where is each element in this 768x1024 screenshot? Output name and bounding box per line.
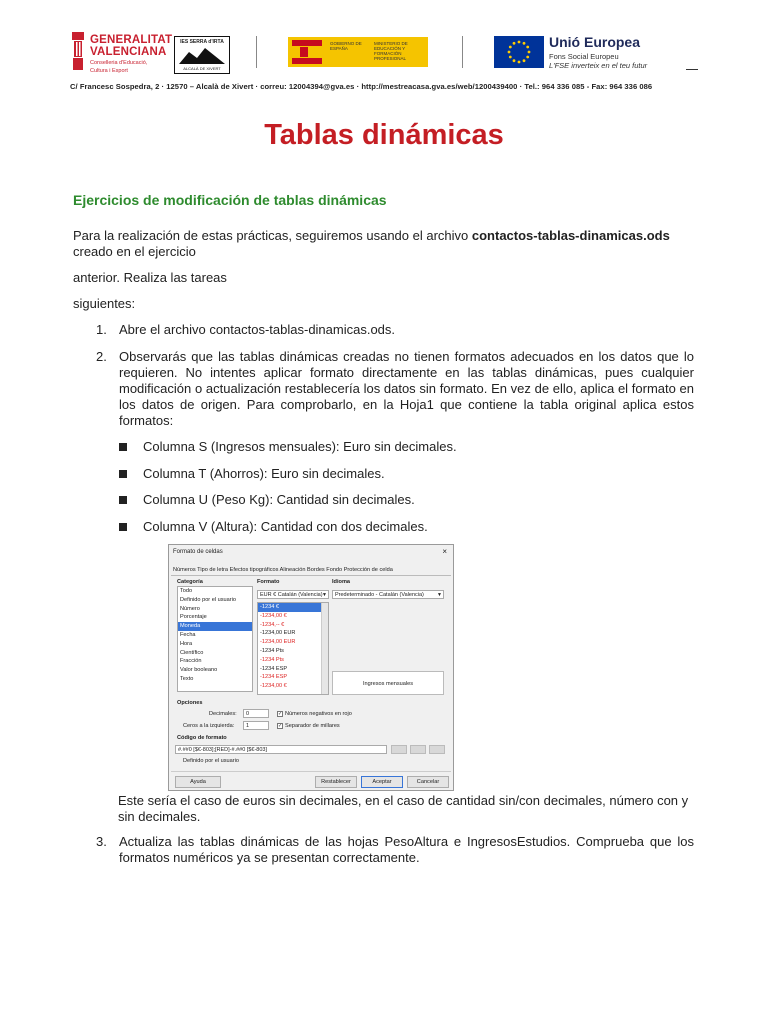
ies-name: IES SERRA d'IRTA <box>180 39 224 45</box>
bullet-square-icon <box>119 443 127 451</box>
chevron-down-icon: ▼ <box>437 592 442 598</box>
chevron-down-icon: ▼ <box>322 592 327 598</box>
eu-logo <box>494 34 704 70</box>
bullet-text: Columna V (Altura): Cantidad con dos decimales. <box>143 519 428 534</box>
school-address: C/ Francesc Sospedra, 2 · 12570 – Alcalà de Xivert · correu: 12004394@gva.es · http://mestreacasa.gva.es/web/1200439400 · Tel.: 964 336 085 - Fax: 964 336 086 <box>70 82 653 91</box>
bullet-text: Columna T (Ahorros): Euro sin decimales. <box>143 466 385 481</box>
add-format-icon <box>391 745 407 754</box>
format-item: -1234,-- € <box>260 621 285 628</box>
currency-select-value: EUR € Catalán (Valencia) <box>260 592 323 598</box>
format-list <box>257 602 329 695</box>
page-title: Tablas dinámicas <box>264 119 504 151</box>
bullet-square-icon <box>119 496 127 504</box>
category-item: Número <box>180 605 200 612</box>
list-item-1 <box>96 322 694 338</box>
reset-button: Restablecer <box>315 776 357 788</box>
intro-text: Para la realización de estas prácticas, seguiremos usando el archivo <box>73 228 472 243</box>
list-number: 2. <box>96 349 107 364</box>
close-icon: × <box>442 547 447 556</box>
format-cells-dialog-screenshot <box>168 544 454 791</box>
button-divider <box>171 771 451 772</box>
decimals-stepper: 0 <box>243 709 269 718</box>
generalitat-logo <box>66 30 176 82</box>
format-item: -1234,00 EUR <box>260 639 296 646</box>
category-item: Definido por el usuario <box>180 596 236 603</box>
format-label: Formato <box>257 579 280 585</box>
intro-text-end: creado en el ejercicio <box>73 244 196 259</box>
intro-line-3: siguientes: <box>73 296 136 311</box>
category-item: Texto <box>180 675 194 682</box>
dialog-tabs: Números Tipo de letra Efectos tipográficos Alineación Bordes Fondo Protección de celda <box>173 567 393 573</box>
category-label: Categoría <box>177 579 203 585</box>
format-item: -1234 € <box>258 603 328 612</box>
list-text: Actualiza las tablas dinámicas de las hojas PesoAltura e IngresosEstudios. Comprueba que los formatos numéricos ya se presentan correctamente. <box>119 834 694 865</box>
decimals-label: Decimales: <box>209 711 237 717</box>
list-text: Observarás que las tablas dinámicas creadas no tienen formatos adecuados en los datos que lo requieren. No intentes aplicar formato directamente en las tablas dinámicas, pues cualquier modificación o actualización restablecería los datos sin formato. En vez de ello, aplica el formato en los datos de origen. Para comprobarlo, en la Hoja1 que contiene la tabla original aplica estos formatos: <box>119 349 694 428</box>
category-item: Científico <box>180 649 204 656</box>
list-text: Abre el archivo contactos-tablas-dinamicas.ods. <box>119 322 396 337</box>
thousands-separator-label: Separador de millares <box>285 723 340 729</box>
language-select-value: Predeterminado - Catalán (Valencia) <box>335 592 424 598</box>
format-item: -1234,00 € <box>260 683 287 690</box>
currency-select <box>257 590 329 599</box>
format-item: -1234,00 EUR <box>260 630 296 637</box>
leading-zeros-label: Ceros a la izquierda: <box>183 723 235 729</box>
dialog-title: Formato de celdas <box>173 549 223 555</box>
bullet-square-icon <box>119 470 127 478</box>
category-item: Fecha <box>180 631 196 638</box>
bullet-text: Columna U (Peso Kg): Cantidad sin decimales. <box>143 492 415 507</box>
generalitat-title-1: GENERALITAT <box>90 34 173 46</box>
format-item: -1234,00 € <box>260 612 287 619</box>
letterhead <box>66 22 706 80</box>
format-item: -1234 ESP <box>260 665 288 672</box>
conselleria-line-1: Conselleria d'Educació, <box>90 60 148 66</box>
ministry-name-text: MINISTERIO DE EDUCACIÓN Y FORMACIÓN PROFESIONAL <box>374 41 408 61</box>
negative-red-checkbox: ✓ <box>278 711 283 717</box>
ok-button: Aceptar <box>361 776 403 788</box>
language-select <box>332 590 444 599</box>
intro-paragraph <box>73 228 698 260</box>
castle-icon <box>175 46 229 64</box>
format-item: -1234 Pts <box>260 656 284 663</box>
category-item: Porcentaje <box>180 614 207 621</box>
section-heading: Ejercicios de modificación de tablas dinámicas <box>73 192 387 208</box>
ies-town: ALCALÀ DE XIVERT <box>183 66 221 71</box>
category-item: Hora <box>180 640 193 647</box>
negative-red-label: Números negativos en rojo <box>285 711 352 717</box>
dialog-caption: Este sería el caso de euros sin decimales, en el caso de cantidad sin/con decimales, número con y sin decimales. <box>118 793 689 824</box>
category-item: Fracción <box>180 658 202 665</box>
format-list-scrollbar <box>321 603 328 694</box>
thousands-separator-checkbox: ✓ <box>278 723 283 729</box>
ministry-logo <box>288 37 428 67</box>
user-defined-label: Definido por el usuario <box>183 758 239 764</box>
bullet-text: Columna S (Ingresos mensuales): Euro sin decimales. <box>143 439 457 454</box>
generalitat-emblem-icon <box>70 32 86 72</box>
ministry-gov-text: GOBIERNO DE ESPAÑA <box>330 41 362 51</box>
conselleria-line-2: Cultura i Esport <box>90 68 128 74</box>
ies-logo <box>174 36 230 74</box>
bullet-square-icon <box>119 523 127 531</box>
format-code-field: #.##0 [$€-803];[RED]-#.##0 [$€-803] <box>175 745 387 754</box>
header-divider <box>462 36 463 68</box>
list-item-3 <box>96 834 694 866</box>
list-number: 1. <box>96 322 107 337</box>
leading-zeros-stepper: 1 <box>243 721 269 730</box>
delete-format-icon <box>429 745 445 754</box>
options-label: Opciones <box>177 700 203 706</box>
tab-divider <box>171 575 451 576</box>
category-item: Valor booleano <box>180 667 218 674</box>
spain-coat-of-arms-icon <box>292 40 322 64</box>
eu-flag-icon <box>494 36 544 68</box>
generalitat-title-2: VALENCIANA <box>90 46 167 58</box>
eu-title: Unió Europea <box>549 34 641 50</box>
intro-line-2: anterior. Realiza las tareas <box>73 270 227 285</box>
comment-format-icon <box>410 745 426 754</box>
language-label: Idioma <box>332 579 351 585</box>
format-code-label: Código de formato <box>177 735 227 741</box>
format-item: -1234 Pts <box>260 647 284 654</box>
format-item: -1234 ESP <box>260 674 288 681</box>
category-list <box>177 586 253 692</box>
list-number: 3. <box>96 834 107 849</box>
help-button: Ayuda <box>175 776 221 788</box>
list-item-2 <box>96 349 694 429</box>
header-divider <box>256 36 257 68</box>
category-item: Moneda <box>178 622 252 631</box>
category-item: Todo <box>180 588 193 594</box>
eu-fund-name: Fons Social Europeu <box>549 52 619 61</box>
header-dash <box>686 69 698 70</box>
format-preview: Ingresos mensuales <box>332 671 444 695</box>
cancel-button: Cancelar <box>407 776 449 788</box>
eu-slogan: L'FSE inverteix en el teu futur <box>549 61 648 70</box>
intro-filename: contactos-tablas-dinamicas.ods <box>471 228 670 243</box>
